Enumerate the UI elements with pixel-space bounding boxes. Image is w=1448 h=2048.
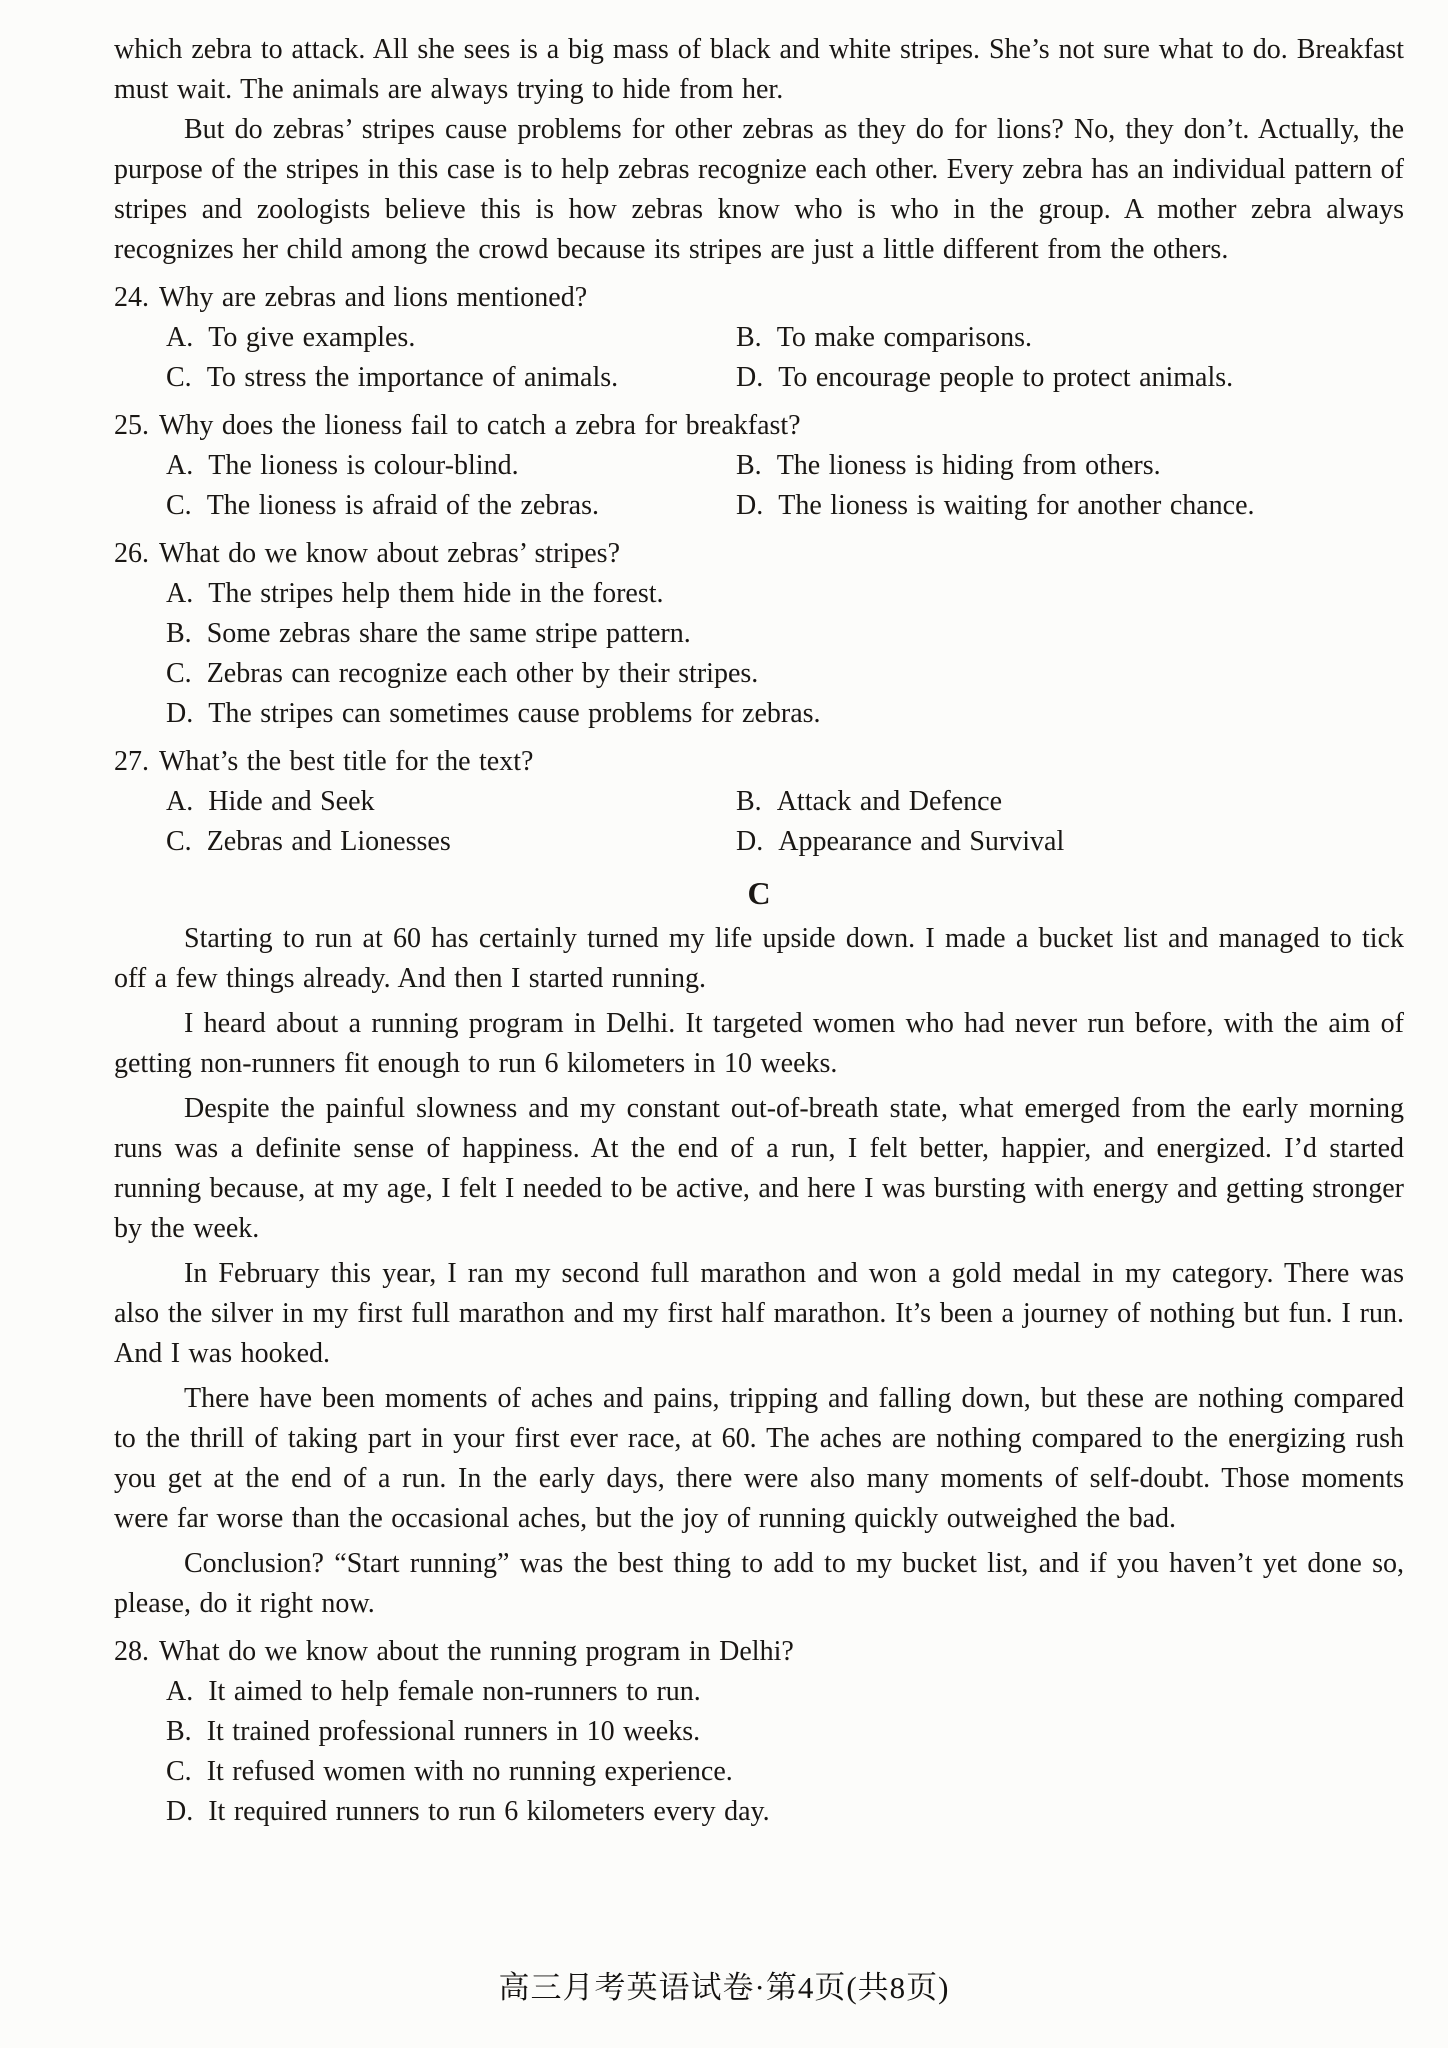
question-28-option-c: [166, 1752, 733, 1792]
question-25-options-row-1: [114, 446, 1404, 486]
question-28-option-c-row: [114, 1752, 1404, 1792]
option-text: Some zebras share the same stripe pattern.: [206, 618, 691, 649]
option-text: The lioness is waiting for another chance.: [778, 490, 1255, 521]
question-24: [114, 278, 1404, 398]
question-27-option-c: [166, 822, 736, 862]
page-footer: 高三月考英语试卷·第4页(共8页): [498, 1970, 950, 2005]
passage-c-paragraph-5: There have been moments of aches and pains, tripping and falling down, but these are nothing compared to the thrill of taking part in your first ever race, at 60. The aches are nothing compared to the energizing rush you get at the end of a run. In the early days, there were also many moments of self-doubt. Those moments were far worse than the occasional aches, but the joy of running quickly outweighed the bad.: [114, 1383, 1404, 1534]
question-25-option-b: [736, 446, 1161, 486]
question-26: [114, 534, 1404, 734]
question-26-option-a-row: [114, 574, 1404, 614]
option-label: A.: [166, 786, 194, 817]
question-28-number: 28.: [114, 1636, 149, 1667]
option-label: C.: [166, 826, 192, 857]
question-27-number: 27.: [114, 746, 149, 777]
question-25-number: 25.: [114, 410, 149, 441]
question-28-stem: [114, 1632, 1404, 1672]
question-28-option-d: [166, 1792, 770, 1832]
option-label: D.: [736, 826, 764, 857]
question-27-option-a: [166, 782, 736, 822]
option-label: A.: [166, 578, 194, 609]
option-text: The lioness is afraid of the zebras.: [206, 490, 599, 521]
option-text: To encourage people to protect animals.: [778, 362, 1234, 393]
question-28-option-a-row: [114, 1672, 1404, 1712]
option-label: C.: [166, 1756, 192, 1787]
option-text: The lioness is colour-blind.: [208, 450, 519, 481]
question-26-option-c: [166, 654, 758, 694]
option-label: B.: [166, 618, 192, 649]
question-25-option-c: [166, 486, 736, 526]
question-25: [114, 406, 1404, 526]
question-26-option-d: [166, 694, 821, 734]
question-26-option-a: [166, 574, 664, 614]
question-28-option-d-row: [114, 1792, 1404, 1832]
question-26-option-b-row: [114, 614, 1404, 654]
passage-b-paragraph-1: which zebra to attack. All she sees is a big mass of black and white stripes. She’s not sure what to do. Breakfast must wait. The animals are always trying to hide from her.: [114, 34, 1404, 105]
question-25-option-a: [166, 446, 736, 486]
passage-c-paragraph-6: Conclusion? “Start running” was the best thing to add to my bucket list, and if you haven’t yet done so, please, do it right now.: [114, 1548, 1404, 1619]
passage-c-paragraph-1: Starting to run at 60 has certainly turned my life upside down. I made a bucket list and managed to tick off a few things already. And then I started running.: [114, 923, 1404, 994]
question-24-option-b: [736, 318, 1032, 358]
option-text: To make comparisons.: [776, 322, 1033, 353]
option-label: C.: [166, 490, 192, 521]
question-24-option-c: [166, 358, 736, 398]
option-label: B.: [736, 322, 762, 353]
option-label: C.: [166, 362, 192, 393]
option-text: The lioness is hiding from others.: [776, 450, 1161, 481]
question-28-option-a: [166, 1672, 701, 1712]
option-label: D.: [166, 698, 194, 729]
passage-c-paragraph-2: I heard about a running program in Delhi. It targeted women who had never run before, with the aim of getting non-runners fit enough to run 6 kilometers in 10 weeks.: [114, 1008, 1404, 1079]
question-26-number: 26.: [114, 538, 149, 569]
question-25-stem: [114, 406, 1404, 446]
question-26-text: What do we know about zebras’ stripes?: [159, 538, 620, 569]
question-28: [114, 1632, 1404, 1832]
question-25-option-d: [736, 486, 1255, 526]
question-24-text: Why are zebras and lions mentioned?: [159, 282, 588, 313]
option-label: A.: [166, 1676, 194, 1707]
option-label: B.: [736, 450, 762, 481]
question-27-option-b: [736, 782, 1002, 822]
question-24-option-d: [736, 358, 1233, 398]
option-label: A.: [166, 450, 194, 481]
question-27-options-row-1: [114, 782, 1404, 822]
option-text: Hide and Seek: [208, 786, 375, 817]
question-27-stem: [114, 742, 1404, 782]
option-label: D.: [736, 490, 764, 521]
option-label: D.: [736, 362, 764, 393]
question-24-option-a: [166, 318, 736, 358]
question-28-option-b: [166, 1712, 700, 1752]
question-27: [114, 742, 1404, 862]
question-24-stem: [114, 278, 1404, 318]
option-label: C.: [166, 658, 192, 689]
question-27-options-row-2: [114, 822, 1404, 862]
passage-c-paragraph-3: Despite the painful slowness and my constant out-of-breath state, what emerged from the early morning runs was a definite sense of happiness. At the end of a run, I felt better, happier, and energized. I’d started running because, at my age, I felt I needed to be active, and here I was bursting with energy and getting stronger by the week.: [114, 1093, 1404, 1244]
option-text: The stripes help them hide in the forest.: [208, 578, 664, 609]
option-text: It aimed to help female non-runners to run.: [208, 1676, 701, 1707]
option-text: It refused women with no running experience.: [206, 1756, 733, 1787]
question-28-text: What do we know about the running program in Delhi?: [159, 1636, 794, 1667]
question-26-option-b: [166, 614, 691, 654]
option-label: B.: [166, 1716, 192, 1747]
question-25-text: Why does the lioness fail to catch a zebra for breakfast?: [159, 410, 801, 441]
question-24-options-row-2: [114, 358, 1404, 398]
question-26-option-c-row: [114, 654, 1404, 694]
option-text: Zebras and Lionesses: [206, 826, 451, 857]
question-26-stem: [114, 534, 1404, 574]
question-26-option-d-row: [114, 694, 1404, 734]
option-text: To stress the importance of animals.: [206, 362, 619, 393]
option-text: It trained professional runners in 10 weeks.: [206, 1716, 701, 1747]
question-28-option-b-row: [114, 1712, 1404, 1752]
option-text: Zebras can recognize each other by their stripes.: [206, 658, 759, 689]
question-24-options-row-1: [114, 318, 1404, 358]
option-label: A.: [166, 322, 194, 353]
option-text: The stripes can sometimes cause problems for zebras.: [208, 698, 821, 729]
passage-b-paragraph-2: But do zebras’ stripes cause problems for other zebras as they do for lions? No, they don’t. Actually, the purpose of the stripes in this case is to help zebras recognize each other. Every zebra has an individual pattern of stripes and zoologists believe this is how zebras know who is who in the group. A mother zebra always recognizes her child among the crowd because its stripes are just a little different from the others.: [114, 114, 1404, 265]
option-text: Attack and Defence: [776, 786, 1003, 817]
passage-c-paragraph-4: In February this year, I ran my second full marathon and won a gold medal in my category. There was also the silver in my first full marathon and my first half marathon. It’s been a journey of nothing but fun. I run. And I was hooked.: [114, 1258, 1404, 1369]
question-27-option-d: [736, 822, 1064, 862]
question-27-text: What’s the best title for the text?: [159, 746, 534, 777]
option-text: To give examples.: [208, 322, 416, 353]
option-text: Appearance and Survival: [778, 826, 1065, 857]
option-label: B.: [736, 786, 762, 817]
section-c-heading: C: [747, 875, 771, 911]
question-25-options-row-2: [114, 486, 1404, 526]
option-label: D.: [166, 1796, 194, 1827]
question-24-number: 24.: [114, 282, 149, 313]
option-text: It required runners to run 6 kilometers every day.: [208, 1796, 770, 1827]
